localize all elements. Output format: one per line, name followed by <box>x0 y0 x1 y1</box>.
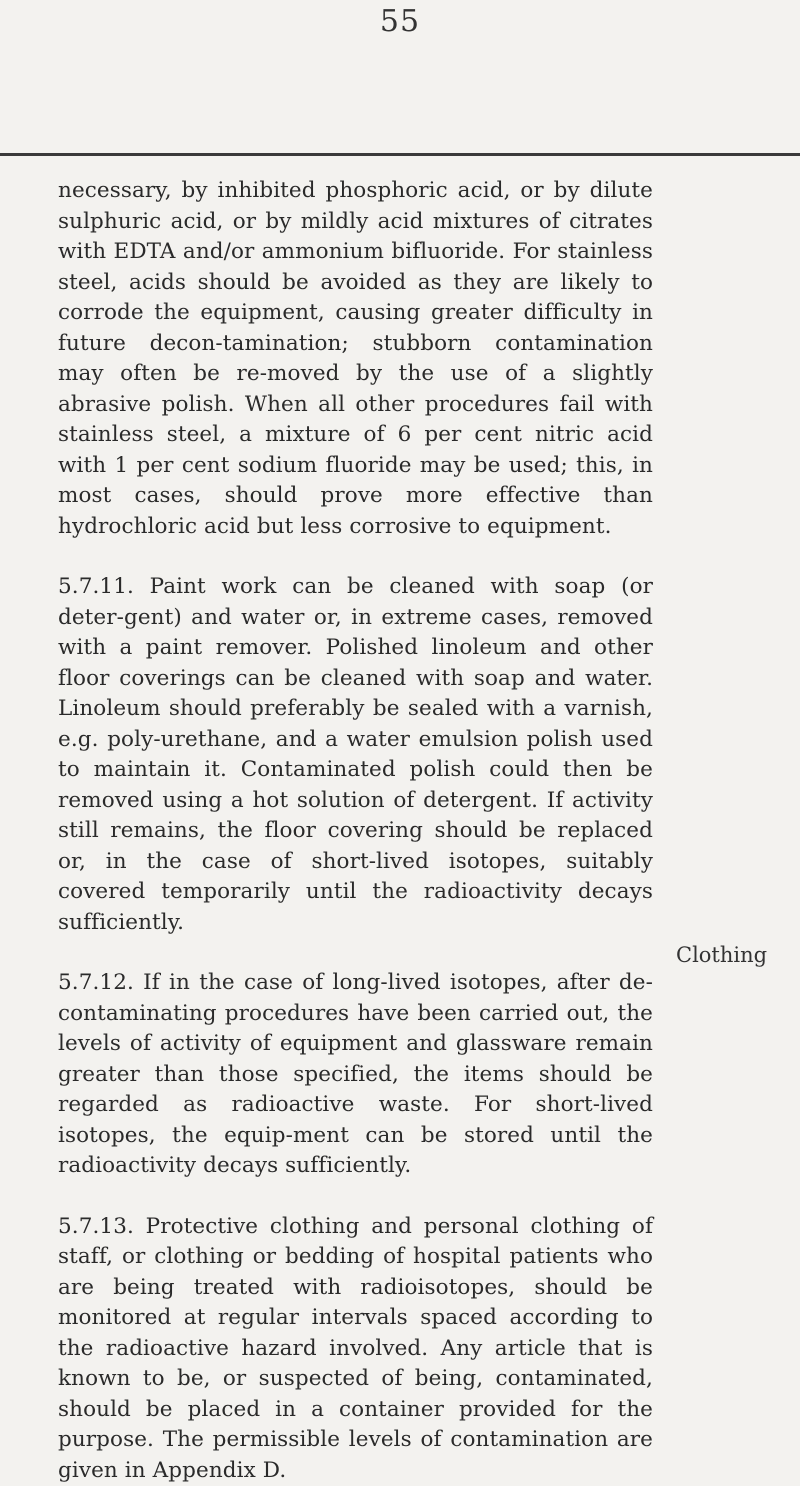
paragraph-continuation: necessary, by inhibited phosphoric acid, or by dilute sulphuric acid, or by mildly acid mixtures of citrates with EDTA and/or ammonium bifluoride. For stainless steel, acids should be avoided as they are likely to corrode the equipment, causing greater difficulty in future decon-tamination; stubborn contamination may often be re-moved by the use of a slightly abrasive polish. When all other procedures fail with stainless steel, a mixture of 6 per cent nitric acid with 1 per cent sodium fluoride may be used; this, in most cases, should prove more effective than hydrochloric acid but less corrosive to equipment. <box>58 176 653 542</box>
page-number: 55 <box>372 4 428 39</box>
paragraph-5-7-13: 5.7.13. Protective clothing and personal clothing of staff, or clothing or bedding of hospital patients who are being treated with radioisotopes, should be monitored at regular intervals spaced according to the radioactive hazard involved. Any article that is known to be, or suspected of being, contaminated, should be placed in a container provided for the purpose. The permissible levels of contamination are given in Appendix D. <box>58 1212 653 1486</box>
paragraph-5-7-11: 5.7.11. Paint work can be cleaned with soap (or deter-gent) and water or, in extreme cases, removed with a paint remover. Polished linoleum and other floor coverings can be cleaned with soap and water. Linoleum should preferably be sealed with a varnish, e.g. poly-urethane, and a water emulsion polish used to maintain it. Contaminated polish could then be removed using a hot solution of detergent. If activity still remains, the floor covering should be replaced or, in the case of short-lived isotopes, suitably covered temporarily until the radioactivity decays sufficiently. <box>58 572 653 938</box>
margin-note-clothing: Clothing <box>676 940 767 970</box>
paragraph-5-7-12: 5.7.12. If in the case of long-lived isotopes, after de-contaminating procedures have been carried out, the levels of activity of equipment and glassware remain greater than those specified, the items should be regarded as radioactive waste. For short-lived isotopes, the equip-ment can be stored until the radioactivity decays sufficiently. <box>58 968 653 1182</box>
header-rule <box>0 153 800 156</box>
body-text <box>58 176 653 1486</box>
